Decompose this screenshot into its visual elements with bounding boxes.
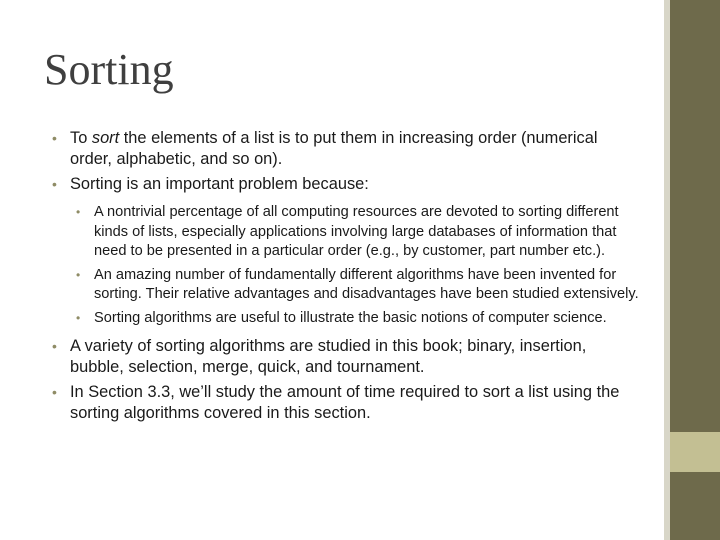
- bullet-text: Sorting is an important problem because:: [70, 175, 369, 193]
- bullet-dot-icon: •: [76, 205, 81, 219]
- bullet-dot-icon: •: [52, 130, 57, 146]
- bullet-text-pre: To: [70, 129, 92, 147]
- bullet-text: In Section 3.3, we’ll study the amount of time required to sort a list using the sorting algorithms covered in this section.: [70, 383, 620, 422]
- sub-bullet-item: [76, 203, 642, 262]
- bullet-dot-icon: •: [76, 310, 81, 325]
- bullet-list: [52, 128, 642, 424]
- bullet-dot-icon: •: [52, 338, 57, 354]
- bullet-dot-icon: •: [76, 267, 81, 282]
- bullet-text-post: the elements of a list is to put them in increasing order (numerical order, alphabetic, and so on).: [70, 129, 598, 168]
- bullet-item: [52, 174, 642, 195]
- bullet-text-emphasis: sort: [91, 129, 120, 147]
- sub-bullet-item: [76, 309, 642, 329]
- bullet-dot-icon: •: [52, 384, 57, 400]
- bullet-item: [52, 336, 642, 378]
- bullet-item: [52, 128, 642, 170]
- slide-title: Sorting: [44, 45, 174, 94]
- sub-bullet-text: An amazing number of fundamentally different algorithms have been invented for sorting. Their relative advantages and disadvantages have been studied extensively.: [94, 266, 639, 302]
- bullet-text: A variety of sorting algorithms are studied in this book; binary, insertion, bubble, selection, merge, quick, and tournament.: [70, 337, 587, 376]
- sidebar-accent-block: [670, 432, 720, 472]
- sub-bullet-text: A nontrivial percentage of all computing resources are devoted to sorting different kinds of lists, especially applications involving large databases of information that need to be presented in a particular order (e.g., by customer, part number etc.).: [94, 204, 619, 259]
- sub-bullet-item: [76, 266, 642, 305]
- bullet-item: [52, 382, 642, 424]
- sub-bullet-text: Sorting algorithms are useful to illustrate the basic notions of computer science.: [94, 309, 607, 326]
- bullet-dot-icon: •: [52, 176, 57, 192]
